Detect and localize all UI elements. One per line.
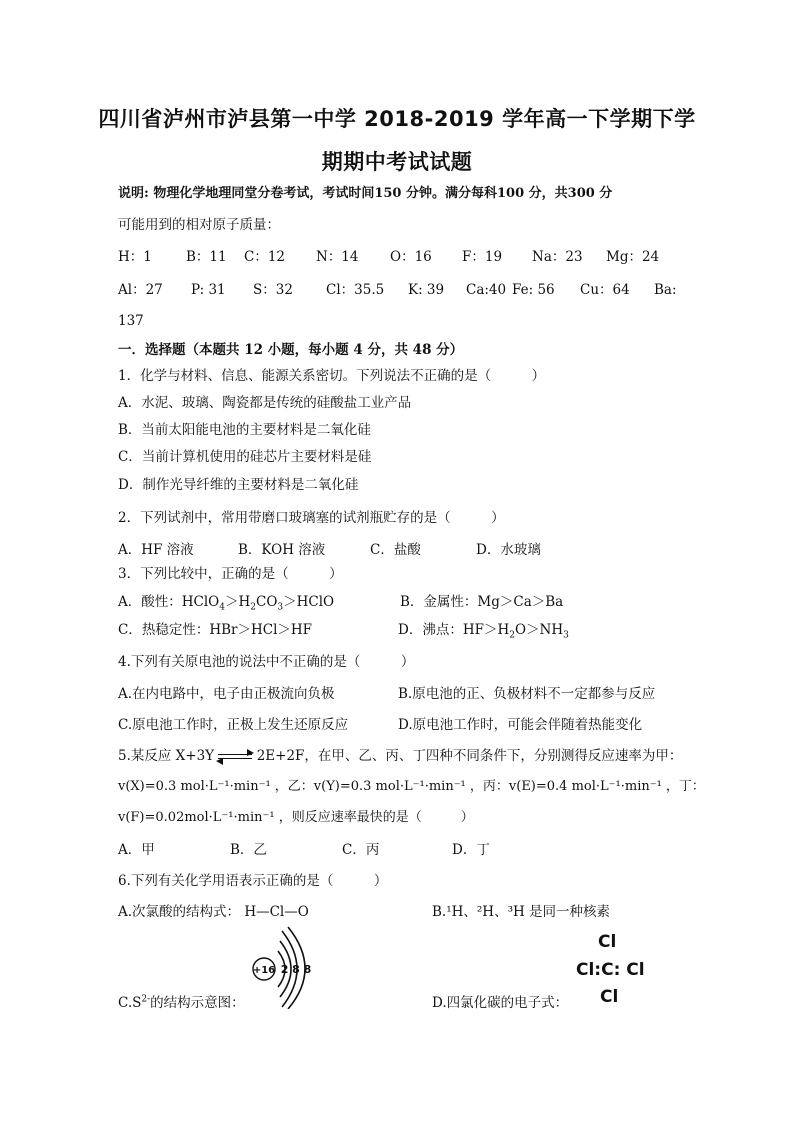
atomic-mass-item: C：12 bbox=[244, 249, 286, 265]
question-5-stem: 5.某反应 X+3Y 2E+2F，在甲、乙、丙、丁四种不同条件下，分别测得反应速率为甲： bbox=[118, 748, 683, 764]
question-5-rates-line1: v(X)=0.3 mol·L⁻¹·min⁻¹ ，乙：v(Y)=0.3 mol·L⁻¹·min⁻¹ ，丙：v(E)=0.4 mol·L⁻¹·min⁻¹ ，丁： bbox=[118, 779, 705, 794]
question-3-option-a: A．酸性：$HClO_4>H_2CO_3>HClO$ bbox=[118, 594, 335, 613]
equilibrium-arrow-icon bbox=[218, 752, 252, 762]
question-2-option-d: D．水玻璃 bbox=[476, 542, 541, 558]
atomic-mass-item: Mg：24 bbox=[606, 249, 660, 265]
question-5-rates-line2: v(F)=0.02mol·L⁻¹·min⁻¹ ，则反应速率最快的是（ ） bbox=[118, 810, 474, 825]
atomic-mass-item: S：32 bbox=[253, 282, 293, 298]
section-heading: 一．选择题（本题共 12 小题，每小题 4 分，共 48 分） bbox=[118, 342, 464, 358]
question-6-stem: 6.下列有关化学用语表示正确的是（ ） bbox=[118, 873, 388, 889]
question-2-stem: 2．下列试剂中，常用带磨口玻璃塞的试剂瓶贮存的是（ ） bbox=[118, 510, 505, 526]
question-6-option-c: $C.S^{2-}$的结构示意图： bbox=[118, 994, 245, 1011]
question-6-option-a: A.次氯酸的结构式： H—Cl—O bbox=[118, 904, 309, 920]
atomic-mass-item: B：11 bbox=[186, 249, 227, 265]
question-2-option-b: B．KOH 溶液 bbox=[238, 542, 326, 558]
atomic-mass-item: Ca:40 bbox=[466, 282, 507, 298]
question-2-option-a: A．HF 溶液 bbox=[118, 542, 194, 558]
question-1-option-b: B．当前太阳能电池的主要材料是二氧化硅 bbox=[118, 422, 371, 438]
exam-title-line1: 四川省泸州市泸县第一中学 2018-2019 学年高一下学期下学 bbox=[98, 107, 696, 131]
question-4-option-c: C.原电池工作时，正极上发生还原反应 bbox=[118, 717, 349, 733]
sulfide-ion-structure-diagram bbox=[248, 925, 328, 1009]
question-3-option-d: D．沸点：$HF>H_2O>NH_3$ bbox=[398, 622, 569, 641]
atomic-mass-item: Al：27 bbox=[118, 282, 163, 298]
atomic-mass-item: K: 39 bbox=[408, 282, 445, 298]
question-6-option-d: D.四氯化碳的电子式： bbox=[432, 995, 569, 1011]
atomic-mass-item: Cl：35.5 bbox=[326, 282, 385, 298]
question-2-option-c: C．盐酸 bbox=[370, 542, 421, 558]
atomic-mass-item: O：16 bbox=[390, 249, 432, 265]
question-4-option-a: A.在内电路中，电子由正极流向负极 bbox=[118, 686, 335, 702]
atomic-mass-item: Na：23 bbox=[532, 249, 583, 265]
question-4-option-b: B.原电池的正、负极材料不一定都参与反应 bbox=[398, 686, 656, 702]
atomic-mass-wrap: 137 bbox=[118, 313, 144, 329]
question-6-option-b: B.¹H、²H、³H 是同一种核素 bbox=[432, 904, 611, 920]
ccl4-bottom-cl: Cl bbox=[600, 987, 619, 1007]
atomic-mass-item: Cu：64 bbox=[580, 282, 630, 298]
atomic-mass-item: H：1 bbox=[118, 249, 152, 265]
question-3-stem: 3．下列比较中，正确的是（ ） bbox=[118, 566, 343, 582]
question-5-option-d: D．丁 bbox=[452, 842, 490, 858]
question-4-stem: 4.下列有关原电池的说法中不正确的是（ ） bbox=[118, 654, 415, 670]
question-4-option-d: D.原电池工作时，可能会伴随着热能变化 bbox=[398, 717, 643, 733]
atomic-mass-intro: 可能用到的相对原子质量： bbox=[118, 217, 280, 233]
question-1-stem: 1．化学与材料、信息、能源关系密切。下列说法不正确的是（ ） bbox=[118, 368, 546, 384]
nucleus-label: +16 bbox=[252, 965, 276, 976]
atomic-mass-item: Fe: 56 bbox=[512, 282, 555, 298]
atomic-mass-item: F：19 bbox=[462, 249, 503, 265]
question-5-option-a: A．甲 bbox=[118, 842, 155, 858]
question-1-option-a: A．水泥、玻璃、陶瓷都是传统的硅酸盐工业产品 bbox=[118, 395, 412, 411]
question-5-option-b: B．乙 bbox=[230, 842, 267, 858]
ccl4-top-cl: Cl bbox=[598, 932, 617, 952]
exam-note: 说明: 物理化学地理同堂分卷考试，考试时间150 分钟。满分每科100 分，共300 分 bbox=[118, 186, 613, 201]
question-5-option-c: C．丙 bbox=[342, 842, 380, 858]
atomic-mass-item: Ba: bbox=[654, 282, 677, 298]
ccl4-middle-row: Cl:C: Cl bbox=[576, 960, 645, 980]
question-3-option-b: B．金属性：Mg＞Ca＞Ba bbox=[400, 594, 564, 610]
question-1-option-c: C．当前计算机使用的硅芯片主要材料是硅 bbox=[118, 449, 372, 465]
shell-electrons-label: 2 8 8 bbox=[280, 963, 312, 976]
question-1-option-d: D．制作光导纤维的主要材料是二氧化硅 bbox=[118, 477, 359, 493]
question-3-option-c: C．热稳定性：HBr＞HCl＞HF bbox=[118, 622, 313, 638]
atomic-mass-item: N：14 bbox=[316, 249, 359, 265]
exam-title-line2: 期期中考试试题 bbox=[321, 150, 473, 174]
atomic-mass-item: P: 31 bbox=[191, 282, 226, 298]
